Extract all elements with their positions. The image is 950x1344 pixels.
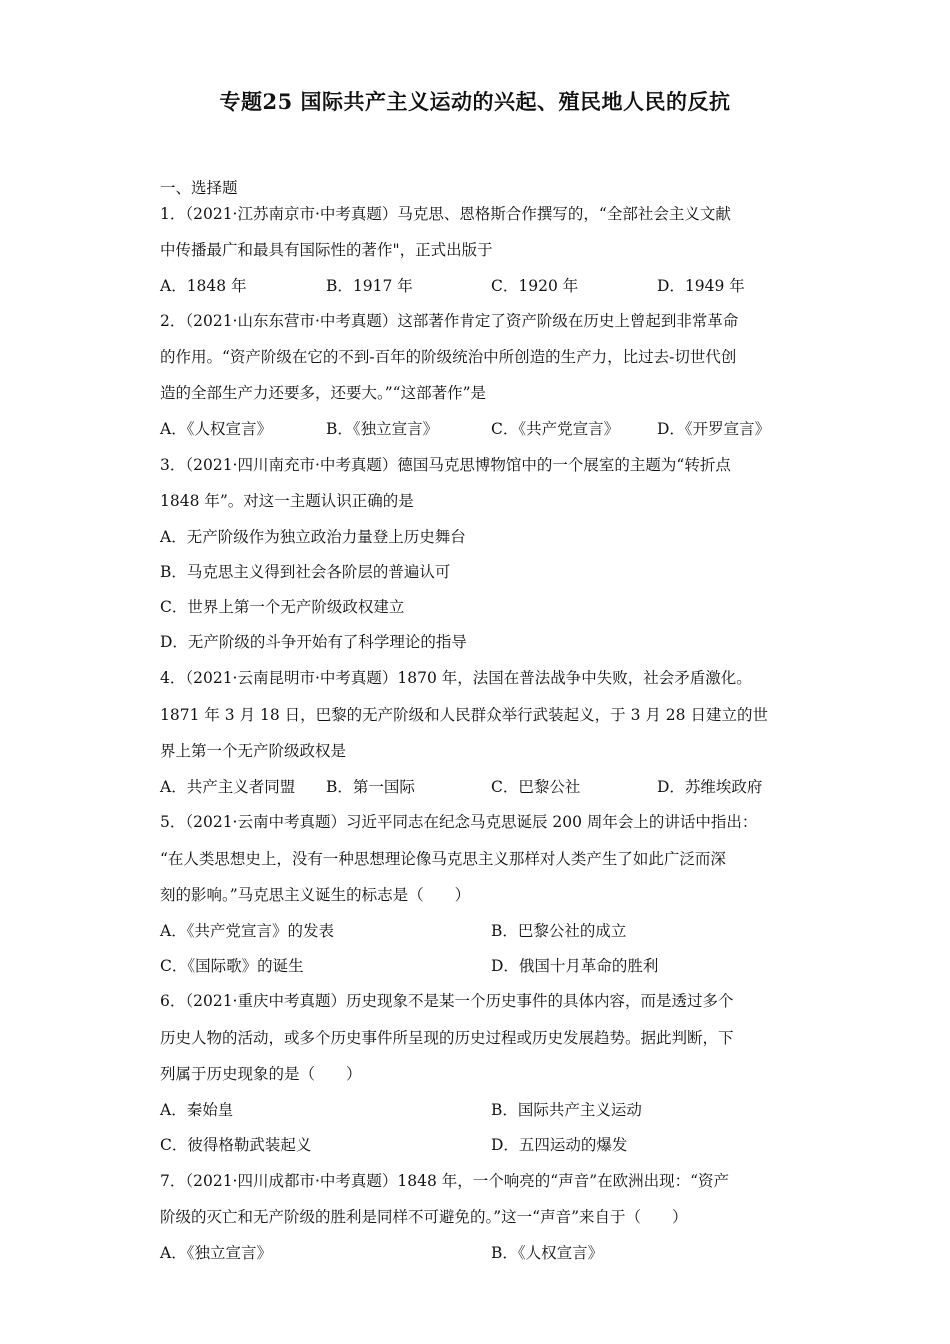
question-2-option-a: A．《人权宣言》 (160, 420, 272, 438)
question-7-option-a: A．《独立宣言》 (160, 1244, 272, 1262)
question-1-line-1: 1．（2021·江苏南京市·中考真题）马克思、恩格斯合作撰写的，“全部社会主义文献 (160, 205, 731, 223)
question-4-option-d: D．苏维埃政府 (657, 778, 763, 796)
question-2-line-3: 造的全部生产力还要多，还要大。”“这部著作”是 (160, 384, 487, 402)
question-5-line-3: 刻的影响。”马克思主义诞生的标志是（ ） (160, 886, 471, 904)
question-3-option-b: B．马克思主义得到社会各阶层的普遍认可 (160, 563, 451, 581)
question-4-option-a: A．共产主义者同盟 (160, 778, 296, 796)
question-3-option-d: D．无产阶级的斗争开始有了科学理论的指导 (160, 633, 467, 651)
question-3-option-c: C．世界上第一个无产阶级政权建立 (160, 598, 405, 616)
question-1-option-b: B．1917 年 (326, 277, 413, 295)
section-heading: 一、选择题 (160, 179, 238, 197)
question-7-line-1: 7．（2021·四川成都市·中考真题）1848 年，一个响亮的“声音”在欧洲出现：“资产 (160, 1172, 730, 1190)
question-5-line-2: “在人类思想史上，没有一种思想理论像马克思主义那样对人类产生了如此广泛而深 (160, 850, 726, 868)
question-2-option-c: C．《共产党宣言》 (491, 420, 620, 438)
question-1-option-c: C．1920 年 (491, 277, 579, 295)
page-title: 专题25 国际共产主义运动的兴起、殖民地人民的反抗 (219, 89, 731, 114)
question-6-option-b: B．国际共产主义运动 (491, 1101, 642, 1119)
question-2-line-2: 的作用。“资产阶级在它的不到-百年的阶级统治中所创造的生产力，比过去-切世代创 (160, 348, 737, 366)
question-4-option-b: B．第一国际 (326, 778, 415, 796)
question-5-option-b: B．巴黎公社的成立 (491, 922, 627, 940)
question-6-option-d: D．五四运动的爆发 (491, 1136, 628, 1154)
question-2-option-b: B．《独立宣言》 (326, 420, 439, 438)
question-3-line-2: 1848 年”。对这一主题认识正确的是 (160, 492, 414, 510)
question-5-option-a: A．《共产党宣言》的发表 (160, 922, 334, 940)
question-2-option-d: D．《开罗宣言》 (657, 420, 771, 438)
question-4-line-3: 界上第一个无产阶级政权是 (160, 742, 347, 760)
question-5-line-1: 5．（2021·云南中考真题）习近平同志在纪念马克思诞辰 200 周年会上的讲话中指出： (160, 813, 758, 831)
question-4-line-2: 1871 年 3 月 18 日，巴黎的无产阶级和人民群众举行武装起义，于 3 月 28 日建立的世 (160, 706, 768, 724)
question-7-line-2: 阶级的灭亡和无产阶级的胜利是同样不可避免的。”这一“声音”来自于（ ） (160, 1208, 688, 1226)
question-6-line-3: 列属于历史现象的是（ ） (160, 1065, 362, 1083)
question-6-option-a: A．秦始皇 (160, 1101, 234, 1119)
question-7-option-b: B．《人权宣言》 (491, 1244, 604, 1262)
question-4-line-1: 4．（2021·云南昆明市·中考真题）1870 年，法国在普法战争中失败，社会矛盾激化。 (160, 669, 752, 687)
question-3-line-1: 3．（2021·四川南充市·中考真题）德国马克思博物馆中的一个展室的主题为“转折点 (160, 456, 731, 474)
question-4-option-c: C．巴黎公社 (491, 778, 581, 796)
question-1-option-a: A．1848 年 (160, 277, 247, 295)
question-1-option-d: D．1949 年 (657, 277, 745, 295)
question-3-option-a: A．无产阶级作为独立政治力量登上历史舞台 (160, 528, 466, 546)
question-5-option-c: C．《国际歌》的诞生 (160, 957, 304, 975)
question-6-line-2: 历史人物的活动，或多个历史事件所呈现的历史过程或历史发展趋势。据此判断，下 (160, 1029, 734, 1047)
question-6-line-1: 6．（2021·重庆中考真题）历史现象不是某一个历史事件的具体内容，而是透过多个 (160, 992, 734, 1010)
question-6-option-c: C．彼得格勒武装起义 (160, 1136, 312, 1154)
question-5-option-d: D．俄国十月革命的胜利 (491, 957, 659, 975)
question-1-line-2: 中传播最广和最具有国际性的著作"，正式出版于 (160, 241, 493, 259)
question-2-line-1: 2．（2021·山东东营市·中考真题）这部著作肯定了资产阶级在历史上曾起到非常革命 (160, 312, 739, 330)
